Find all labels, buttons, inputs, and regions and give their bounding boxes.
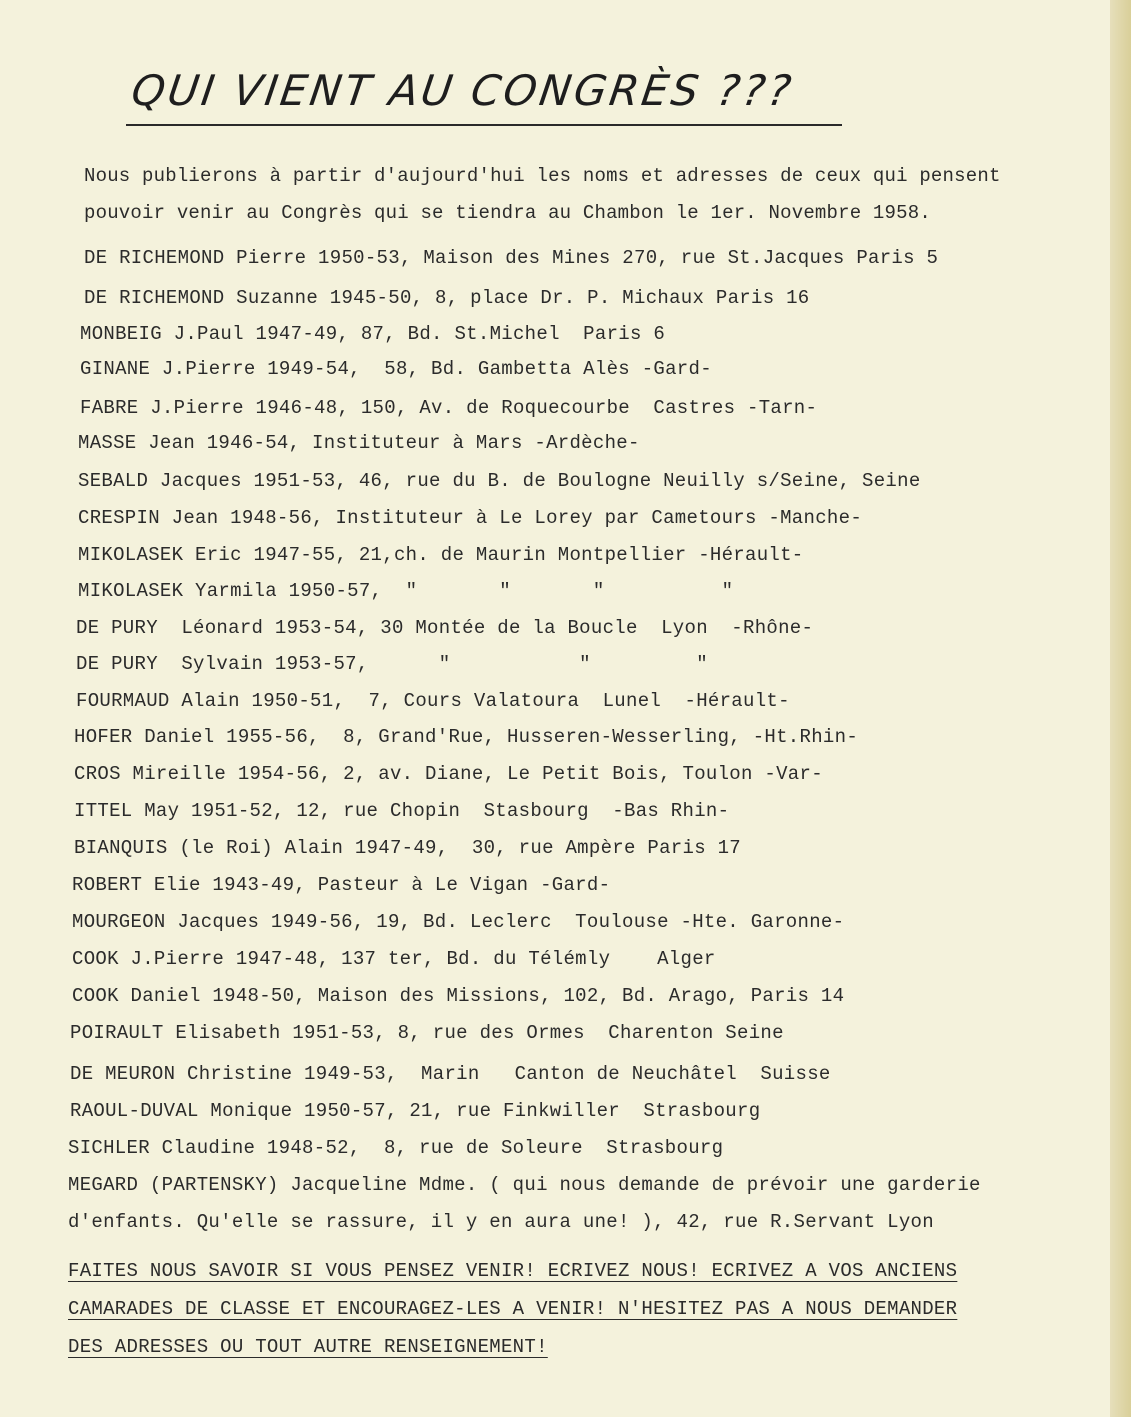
- call-to-action-line: FAITES NOUS SAVOIR SI VOUS PENSEZ VENIR! ECRIVEZ NOUS! ECRIVEZ A VOS ANCIENS: [68, 1260, 958, 1282]
- list-item: SICHLER Claudine 1948-52, 8, rue de Soleure Strasbourg: [68, 1137, 724, 1159]
- list-item: CRESPIN Jean 1948-56, Instituteur à Le Lorey par Cametours -Manche-: [78, 507, 863, 529]
- intro-paragraph: Nous publierons à partir d'aujourd'hui les noms et adresses de ceux qui pensent pouvoir venir au Congrès qui se tiendra au Chambon le 1er. Novembre 1958.: [84, 165, 1001, 224]
- list-item: COOK Daniel 1948-50, Maison des Missions, 102, Bd. Arago, Paris 14: [72, 985, 845, 1007]
- list-item: SEBALD Jacques 1951-53, 46, rue du B. de Boulogne Neuilly s/Seine, Seine: [78, 470, 921, 492]
- page-title: QUI VIENT AU CONGRÈS ???: [128, 66, 797, 115]
- list-item: DE PURY Léonard 1953-54, 30 Montée de la Boucle Lyon -Rhône-: [76, 617, 814, 639]
- list-item: MEGARD (PARTENSKY) Jacqueline Mdme. ( qui nous demande de prévoir une garderie: [68, 1174, 981, 1196]
- list-item: DE RICHEMOND Pierre 1950-53, Maison des Mines 270, rue St.Jacques Paris 5: [84, 247, 939, 269]
- call-to-action-line: DES ADRESSES OU TOUT AUTRE RENSEIGNEMENT!: [68, 1336, 548, 1358]
- list-item: DE MEURON Christine 1949-53, Marin Canton de Neuchâtel Suisse: [70, 1063, 831, 1085]
- list-item: FABRE J.Pierre 1946-48, 150, Av. de Roquecourbe Castres -Tarn-: [80, 397, 818, 419]
- list-item: BIANQUIS (le Roi) Alain 1947-49, 30, rue Ampère Paris 17: [74, 837, 742, 859]
- list-item-continuation: d'enfants. Qu'elle se rassure, il y en aura une! ), 42, rue R.Servant Lyon: [68, 1211, 934, 1233]
- list-item: ROBERT Elie 1943-49, Pasteur à Le Vigan -Gard-: [72, 874, 611, 896]
- list-item: RAOUL-DUVAL Monique 1950-57, 21, rue Finkwiller Strasbourg: [70, 1100, 761, 1122]
- call-to-action: [68, 1252, 1068, 1366]
- list-item: MIKOLASEK Eric 1947-55, 21,ch. de Maurin Montpellier -Hérault-: [78, 544, 804, 566]
- list-item: MASSE Jean 1946-54, Instituteur à Mars -Ardèche-: [78, 432, 640, 454]
- list-item: DE PURY Sylvain 1953-57, " " ": [76, 653, 708, 675]
- list-item: MOURGEON Jacques 1949-56, 19, Bd. Leclerc Toulouse -Hte. Garonne-: [72, 911, 845, 933]
- list-item: COOK J.Pierre 1947-48, 137 ter, Bd. du Télémly Alger: [72, 948, 716, 970]
- list-item: HOFER Daniel 1955-56, 8, Grand'Rue, Husseren-Wesserling, -Ht.Rhin-: [74, 726, 859, 748]
- title-underline: [126, 124, 842, 126]
- list-item: POIRAULT Elisabeth 1951-53, 8, rue des Ormes Charenton Seine: [70, 1022, 784, 1044]
- paper-edge: [1110, 0, 1131, 1417]
- list-item: GINANE J.Pierre 1949-54, 58, Bd. Gambetta Alès -Gard-: [80, 358, 712, 380]
- list-item: MONBEIG J.Paul 1947-49, 87, Bd. St.Michel Paris 6: [80, 323, 666, 345]
- list-item: MIKOLASEK Yarmila 1950-57, " " " ": [78, 580, 734, 602]
- list-item: FOURMAUD Alain 1950-51, 7, Cours Valatoura Lunel -Hérault-: [76, 690, 790, 712]
- list-item: ITTEL May 1951-52, 12, rue Chopin Stasbourg -Bas Rhin-: [74, 800, 730, 822]
- list-item: CROS Mireille 1954-56, 2, av. Diane, Le Petit Bois, Toulon -Var-: [74, 763, 823, 785]
- call-to-action-line: CAMARADES DE CLASSE ET ENCOURAGEZ-LES A VENIR! N'HESITEZ PAS A NOUS DEMANDER: [68, 1298, 958, 1320]
- list-item: DE RICHEMOND Suzanne 1945-50, 8, place Dr. P. Michaux Paris 16: [84, 287, 810, 309]
